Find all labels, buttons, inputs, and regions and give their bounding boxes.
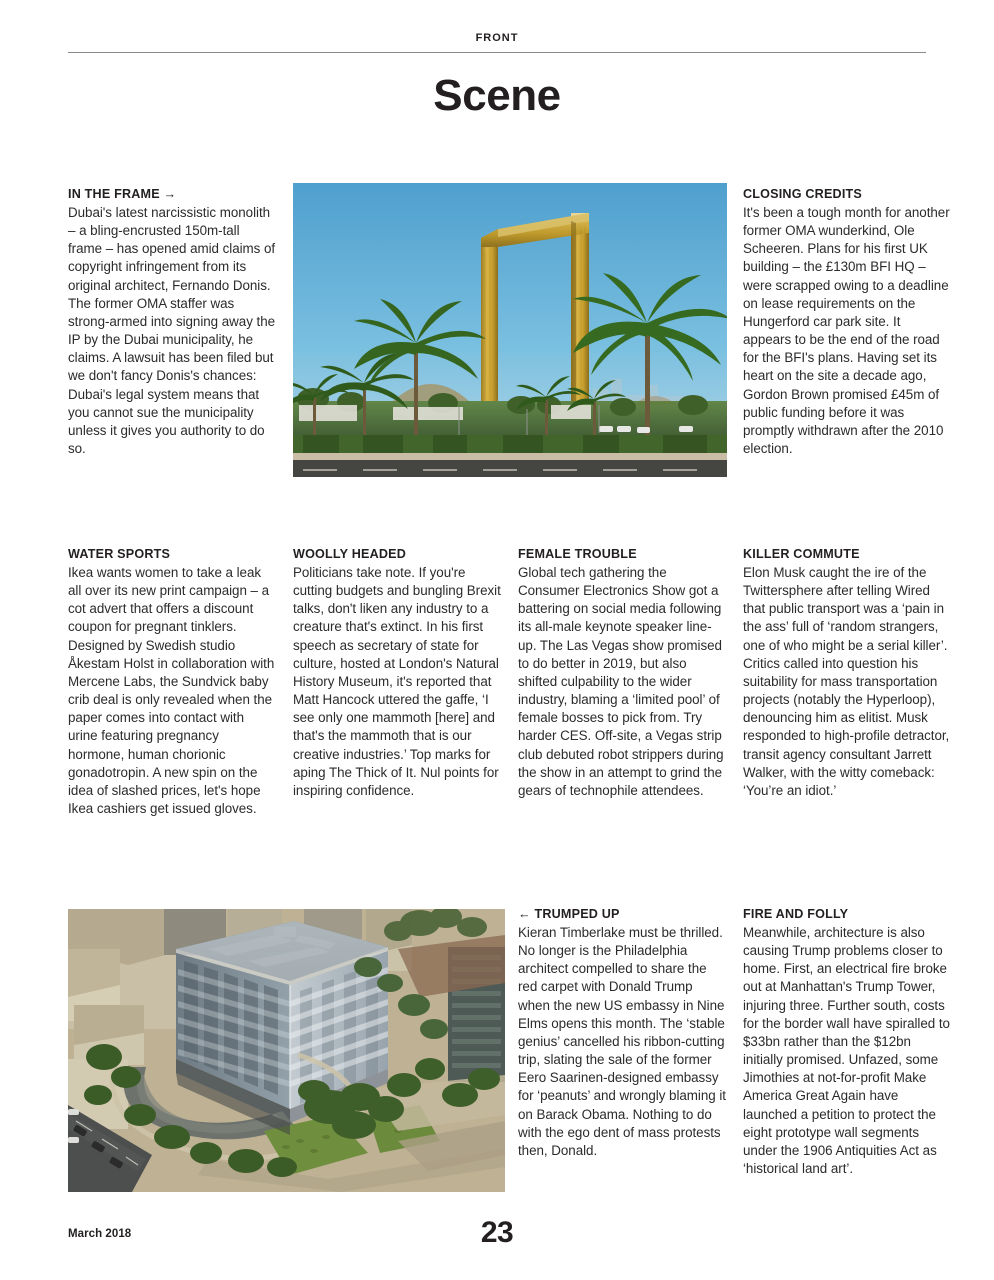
article-woolly-headed bbox=[293, 546, 501, 800]
article-water-sports bbox=[68, 546, 276, 818]
article-body-closing-credits: It's been a tough month for another former OMA wunderkind, Ole Scheeren. Plans for his first UK building – the £130m BFI HQ – were scrapped owing to a deadline on lease requirements on the Hungerford car park site. It appears to be the end of the road for the BFI's plans. Having set its heart on the site a decade ago, Gordon Brown promised £45m of public funding before it was promptly withdrawn after the 2010 election. bbox=[743, 205, 950, 457]
article-body-woolly-headed: Politicians take note. If you're cutting budgets and bungling Brexit talks, don't liken any industry to a creature that's extinct. In his first speech as secretary of state for culture, hosted at London's Natural History Museum, it's reported that Matt Hancock uttered the gaffe, ‘I see only one mammoth [here] and that's the mammoth that is our creative industries.’ Top marks for aping The Thick of It. Nul points for inspiring confidence. bbox=[293, 565, 501, 798]
footer-issue-date: March 2018 bbox=[68, 1228, 132, 1240]
article-closing-credits bbox=[743, 186, 951, 458]
article-heading-killer-commute: KILLER COMMUTE bbox=[743, 547, 860, 561]
article-in-the-frame bbox=[68, 186, 276, 458]
article-heading-water-sports: WATER SPORTS bbox=[68, 547, 171, 561]
article-body-in-the-frame: Dubai's latest narcissistic monolith – a bling-encrusted 150m-tall frame – has opened amid claims of copyright infringement from its original architect, Fernando Donis. The former OMA staffer was strong-armed into signing away the IP by the Dubai municipality, he claims. A lawsuit has been filed but we don't fancy Donis's chances: Dubai's legal system means that you cannot sue the municipality unless it gives you authority to do so. bbox=[68, 205, 276, 457]
article-trumped-up bbox=[518, 906, 726, 1160]
article-heading-closing-credits: CLOSING CREDITS bbox=[743, 187, 862, 201]
article-heading-female-trouble: FEMALE TROUBLE bbox=[518, 547, 637, 561]
article-killer-commute bbox=[743, 546, 951, 800]
header-rule bbox=[68, 52, 926, 53]
article-fire-and-folly bbox=[743, 906, 951, 1178]
dubai-frame-photo bbox=[293, 183, 727, 477]
us-embassy-illustration bbox=[68, 909, 505, 1192]
footer-page-number: 23 bbox=[480, 1216, 514, 1249]
article-heading-in-the-frame: IN THE FRAME → bbox=[68, 187, 177, 201]
article-body-killer-commute: Elon Musk caught the ire of the Twittersphere after telling Wired that public transport was a ‘pain in the ass’ full of ‘random strangers, one of who might be a serial killer’. Critics called into question his suitability for mass transportation projects (notably the Hyperloop), denouncing him as elitist. Musk responded to high-profile detractor, transit agency consultant Jarrett Walker, with the witty comeback: ‘You’re an idiot.’ bbox=[743, 565, 950, 798]
article-body-female-trouble: Global tech gathering the Consumer Electronics Show got a battering on social media following its all-male keynote speaker line-up. The Las Vegas show promised to do better in 2019, but also shifted culpability to the wider industry, blaming a ‘limited pool’ of female bosses to pick from. Try harder CES. Off-site, a Vegas strip club debuted robot strippers during the show in an attempt to grind the gears of technophile attendees. bbox=[518, 565, 724, 798]
article-body-water-sports: Ikea wants women to take a leak all over its new print campaign – a cot advert that offers a discount coupon for pregnant tinklers. Designed by Swedish studio Åkestam Holst in collaboration with Mercene Labs, the Sundvick baby crib deal is only revealed when the paper comes into contact with urine featuring pregnancy hormone, human chorionic gonadotropin. A new spin on the idea of slashed prices, let's hope Ikea cashiers get issued gloves. bbox=[68, 565, 275, 817]
article-body-trumped-up: Kieran Timberlake must be thrilled. No longer is the Philadelphia architect compelled to share the red carpet with Donald Trump when the new US embassy in Nine Elms opens this month. The ‘stable genius’ cancelled his ribbon-cutting trip, slating the sale of the former Eero Saarinen-designed embassy for ‘peanuts’ and wrongly blaming it on Barack Obama. Nothing to do with the ego dent of mass protests then, Donald. bbox=[518, 925, 726, 1158]
article-heading-fire-and-folly: FIRE AND FOLLY bbox=[743, 907, 849, 921]
dubai-frame-illustration bbox=[293, 183, 727, 477]
us-embassy-nine-elms-photo bbox=[68, 909, 505, 1192]
running-head: FRONT bbox=[475, 32, 519, 44]
article-body-fire-and-folly: Meanwhile, architecture is also causing Trump problems closer to home. First, an electrical fire broke out at Manhattan's Trump Tower, injuring three. Further south, costs for the border wall have spiralled to $33bn rather than the $12bn initially promised. Unfazed, some Jimothies at not-for-profit Make America Great Again have launched a petition to protect the eight prototype wall segments under the 1906 Antiquities Act as ‘historical land art’. bbox=[743, 925, 950, 1177]
page-title: Scene bbox=[433, 71, 561, 120]
article-heading-trumped-up: ← TRUMPED UP bbox=[518, 907, 620, 921]
article-female-trouble bbox=[518, 546, 726, 800]
article-heading-woolly-headed: WOOLLY HEADED bbox=[293, 547, 407, 561]
